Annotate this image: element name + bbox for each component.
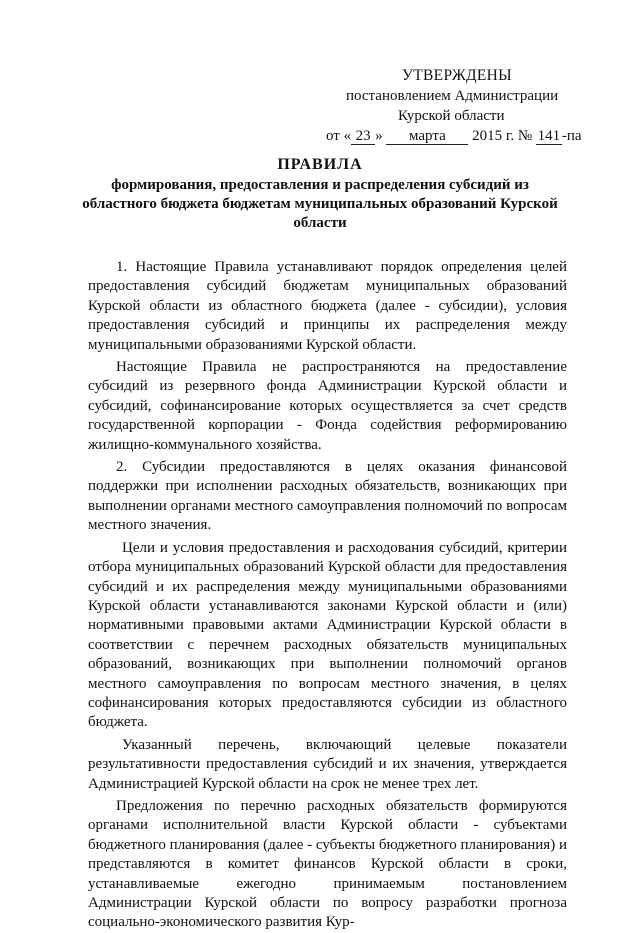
document-body xyxy=(88,258,567,933)
title-subtitle: формирования, предоставления и распределения субсидий из областного бюджета бюджетам муниципальных образований Курской области xyxy=(82,177,558,231)
approval-line-region: Курской области xyxy=(398,108,505,124)
paragraph-4: Цели и условия предоставления и расходования субсидий, критерии отбора муниципальных образований Курской области для предоставления субсидий и их распределения между муниципальными образованиями Курской области устанавливаются законами Курской области и (или) нормативными правовыми актами Администрации Курской области в соответствии с перечнем расходных обязательств муниципальных образований, возникающих при выполнении полномочий органов местного самоуправления по вопросам местного значения, в целях софинансирования которых предоставляются субсидии из областного бюджета. xyxy=(88,539,567,731)
title-heading: ПРАВИЛА xyxy=(277,156,363,173)
date-prefix: от « xyxy=(326,128,352,144)
approval-line-resolution: постановлением Администрации xyxy=(346,88,559,104)
approval-date-line xyxy=(326,126,596,146)
document-number: 141 xyxy=(537,128,561,144)
paragraph-1: 1. Настоящие Правила устанавливают порядок определения целей предоставления субсидий бюджетам муниципальных образований Курской области из областного бюджета (далее - субсидии), условия предоставления субсидий и принципы их распределения между муниципальными образованиями Курской области. xyxy=(88,259,567,353)
paragraph-2: Настоящие Правила не распространяются на предоставление субсидий из резервного фонда Администрации Курской области и субсидий, софинансирование которых осуществляется за счет средств государственной корпорации - Фонда содействия реформированию жилищно-коммунального хозяйства. xyxy=(88,359,567,453)
date-day: 23 xyxy=(351,128,375,145)
date-year-number-label: 2015 г. № xyxy=(472,128,533,144)
paragraph-6: Предложения по перечню расходных обязательств формируются органами исполнительной власти Курской области - субъектами бюджетного планирования (далее - субъекты бюджетного планирования) и представляются в комитет финансов Курской области в сроки, устанавливаемые ежегодно принимаемым постановлением Администрации Курской области по вопросу разработки прогноза социально-экономического развития Кур- xyxy=(88,797,567,931)
date-month: марта xyxy=(386,128,468,145)
paragraph-3: 2. Субсидии предоставляются в целях оказания финансовой поддержки при исполнении расходных обязательств, возникающих при выполнении органами местного самоуправления полномочий по вопросам местного значения. xyxy=(88,459,567,534)
approval-stamp xyxy=(326,66,596,146)
paragraph-5: Указанный перечень, включающий целевые показатели результативности предоставления субсидий и их значения, утверждается Администрацией Курской области на срок не менее трех лет. xyxy=(88,736,567,792)
date-day-close: » xyxy=(375,128,383,144)
document-number-suffix: -па xyxy=(561,128,582,144)
approval-heading: УТВЕРЖДЕНЫ xyxy=(402,67,512,84)
document-title xyxy=(80,155,560,233)
